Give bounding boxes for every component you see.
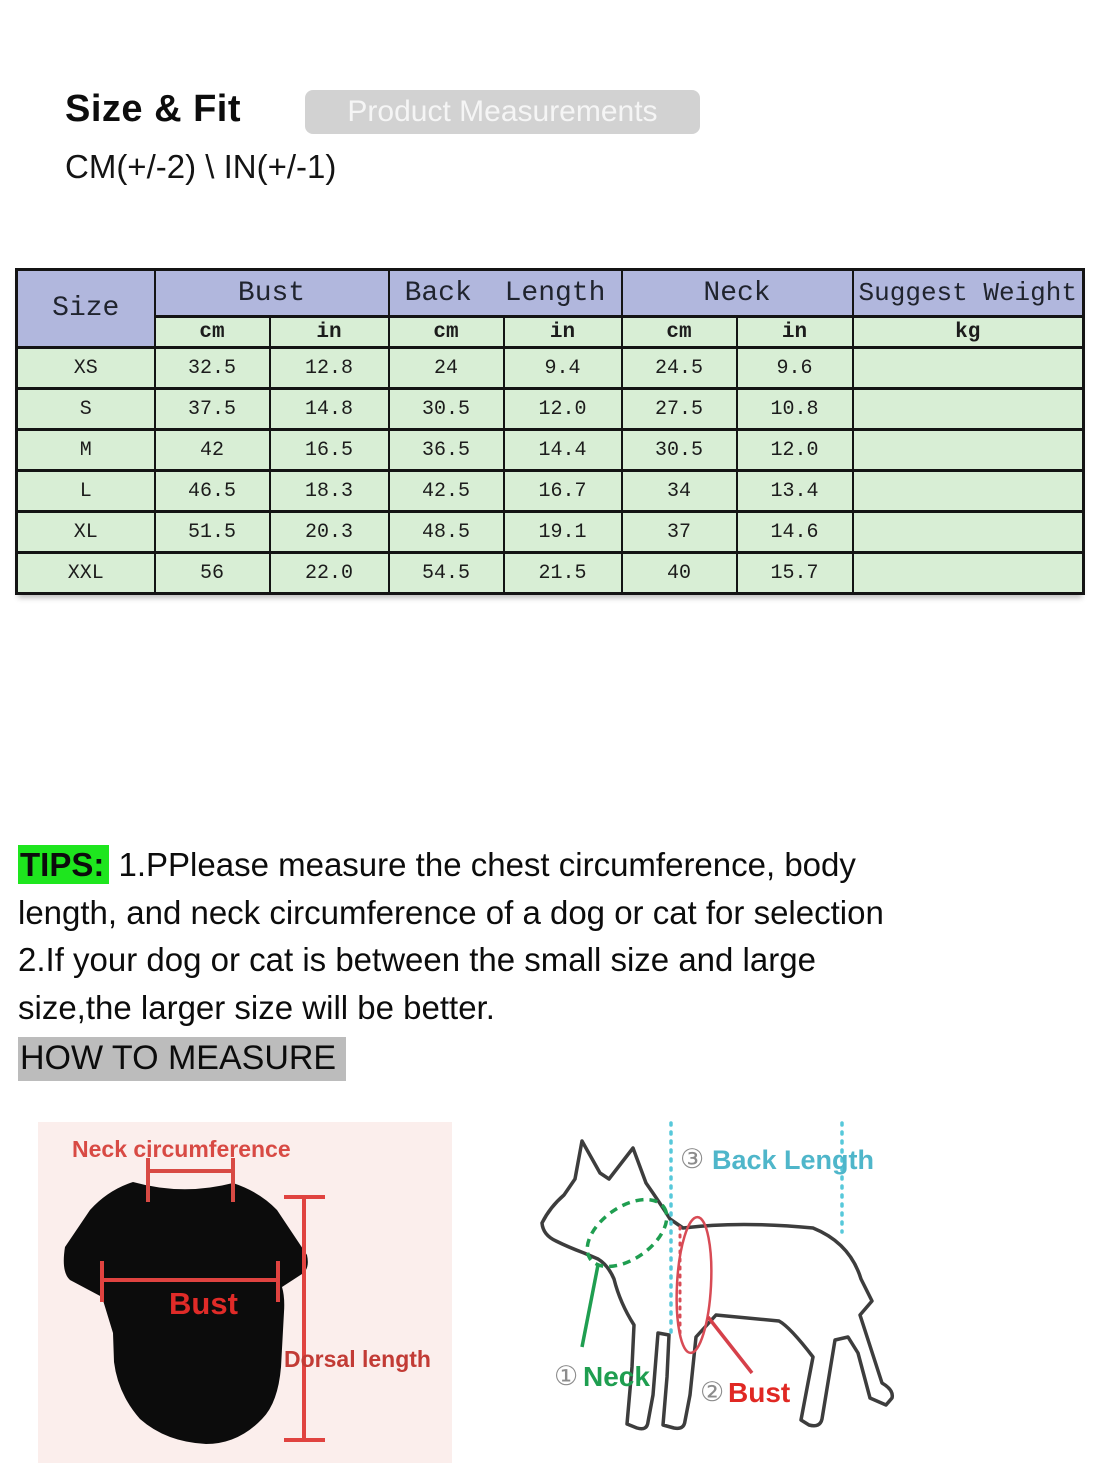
cell-back-in: 14.4 xyxy=(504,430,622,471)
cell-back-cm: 48.5 xyxy=(389,512,504,553)
unit-neck-in: in xyxy=(737,317,853,348)
tips-block xyxy=(18,841,1090,1083)
unit-back-in: in xyxy=(504,317,622,348)
cell-weight xyxy=(853,389,1084,430)
cell-back-in: 19.1 xyxy=(504,512,622,553)
table-unit-header-row xyxy=(17,317,1084,348)
table-row xyxy=(17,512,1084,553)
tips-line-4: size,the larger size will be better. xyxy=(18,988,495,1026)
table-row xyxy=(17,471,1084,512)
cell-neck-cm: 24.5 xyxy=(622,348,737,389)
cell-neck-in: 15.7 xyxy=(737,553,853,594)
cell-back-cm: 24 xyxy=(389,348,504,389)
col-header-suggest-weight: Suggest Weight xyxy=(853,270,1084,317)
cell-back-in: 21.5 xyxy=(504,553,622,594)
cell-back-cm: 36.5 xyxy=(389,430,504,471)
cell-bust-in: 18.3 xyxy=(270,471,389,512)
cell-weight xyxy=(853,430,1084,471)
unit-bust-cm: cm xyxy=(155,317,270,348)
dorsal-length-label: Dorsal length xyxy=(284,1346,431,1372)
col-header-bust: Bust xyxy=(155,270,389,317)
product-measurements-badge: Product Measurements xyxy=(305,90,700,134)
cell-size: L xyxy=(17,471,155,512)
col-header-size: Size xyxy=(17,270,155,348)
col-header-neck: Neck xyxy=(622,270,853,317)
cell-size: XS xyxy=(17,348,155,389)
bust-label: Bust xyxy=(728,1377,791,1408)
table-row xyxy=(17,348,1084,389)
cell-weight xyxy=(853,471,1084,512)
cell-back-in: 12.0 xyxy=(504,389,622,430)
cell-neck-cm: 30.5 xyxy=(622,430,737,471)
cell-neck-in: 10.8 xyxy=(737,389,853,430)
cell-neck-cm: 34 xyxy=(622,471,737,512)
table-group-header-row xyxy=(17,270,1084,317)
cell-size: S xyxy=(17,389,155,430)
cell-bust-cm: 42 xyxy=(155,430,270,471)
cell-bust-in: 20.3 xyxy=(270,512,389,553)
table-row xyxy=(17,430,1084,471)
cell-neck-cm: 27.5 xyxy=(622,389,737,430)
shirt-diagram-svg xyxy=(38,1122,452,1463)
cell-neck-in: 13.4 xyxy=(737,471,853,512)
size-table xyxy=(15,268,1085,595)
cell-back-in: 16.7 xyxy=(504,471,622,512)
cell-weight xyxy=(853,553,1084,594)
cell-neck-cm: 37 xyxy=(622,512,737,553)
bust-pointer-line xyxy=(708,1317,752,1373)
tips-line-1 xyxy=(18,841,1090,889)
tolerance-note: CM(+/-2) \ IN(+/-1) xyxy=(65,148,337,185)
page-title: Size & Fit xyxy=(65,88,242,130)
cell-bust-in: 12.8 xyxy=(270,348,389,389)
col-header-back-length: Back Length xyxy=(389,270,622,317)
back-length-label: Back Length xyxy=(712,1145,875,1175)
tips-line-1-text: 1.PPlease measure the chest circumference, body xyxy=(109,846,856,883)
tips-label: TIPS: xyxy=(18,845,109,884)
how-to-measure-heading: HOW TO MEASURE xyxy=(18,1034,1090,1083)
cell-bust-cm: 46.5 xyxy=(155,471,270,512)
cell-bust-in: 16.5 xyxy=(270,430,389,471)
cell-bust-cm: 37.5 xyxy=(155,389,270,430)
neck-measure-ellipse xyxy=(575,1186,679,1280)
table-row xyxy=(17,389,1084,430)
cell-weight xyxy=(853,512,1084,553)
cell-size: XL xyxy=(17,512,155,553)
cell-back-in: 9.4 xyxy=(504,348,622,389)
neck-circumference-label: Neck circumference xyxy=(72,1136,291,1162)
cell-size: XXL xyxy=(17,553,155,594)
bust-label: Bust xyxy=(169,1286,238,1321)
tips-line-2: length, and neck circumference of a dog or cat for selection xyxy=(18,893,884,931)
dog-diagram-svg xyxy=(520,1095,1100,1465)
table-row xyxy=(17,553,1084,594)
cell-bust-in: 14.8 xyxy=(270,389,389,430)
neck-label: Neck xyxy=(583,1361,650,1392)
cell-neck-in: 12.0 xyxy=(737,430,853,471)
tips-line-3: 2.If your dog or cat is between the small size and large xyxy=(18,941,816,978)
cell-neck-in: 9.6 xyxy=(737,348,853,389)
cell-bust-cm: 51.5 xyxy=(155,512,270,553)
cell-neck-in: 14.6 xyxy=(737,512,853,553)
dog-measure-diagram xyxy=(520,1095,1100,1465)
neck-number-icon: ① xyxy=(554,1361,579,1391)
cell-bust-in: 22.0 xyxy=(270,553,389,594)
unit-bust-in: in xyxy=(270,317,389,348)
unit-neck-cm: cm xyxy=(622,317,737,348)
unit-back-cm: cm xyxy=(389,317,504,348)
cell-back-cm: 42.5 xyxy=(389,471,504,512)
unit-weight-kg: kg xyxy=(853,317,1084,348)
cell-bust-cm: 56 xyxy=(155,553,270,594)
cell-size: M xyxy=(17,430,155,471)
cell-back-cm: 54.5 xyxy=(389,553,504,594)
cell-bust-cm: 32.5 xyxy=(155,348,270,389)
cell-back-cm: 30.5 xyxy=(389,389,504,430)
bust-number-icon: ② xyxy=(700,1377,725,1407)
shirt-measure-diagram xyxy=(38,1122,452,1463)
neck-pointer-line xyxy=(582,1265,598,1347)
cell-neck-cm: 40 xyxy=(622,553,737,594)
back-length-number-icon: ③ xyxy=(680,1144,705,1174)
cell-weight xyxy=(853,348,1084,389)
